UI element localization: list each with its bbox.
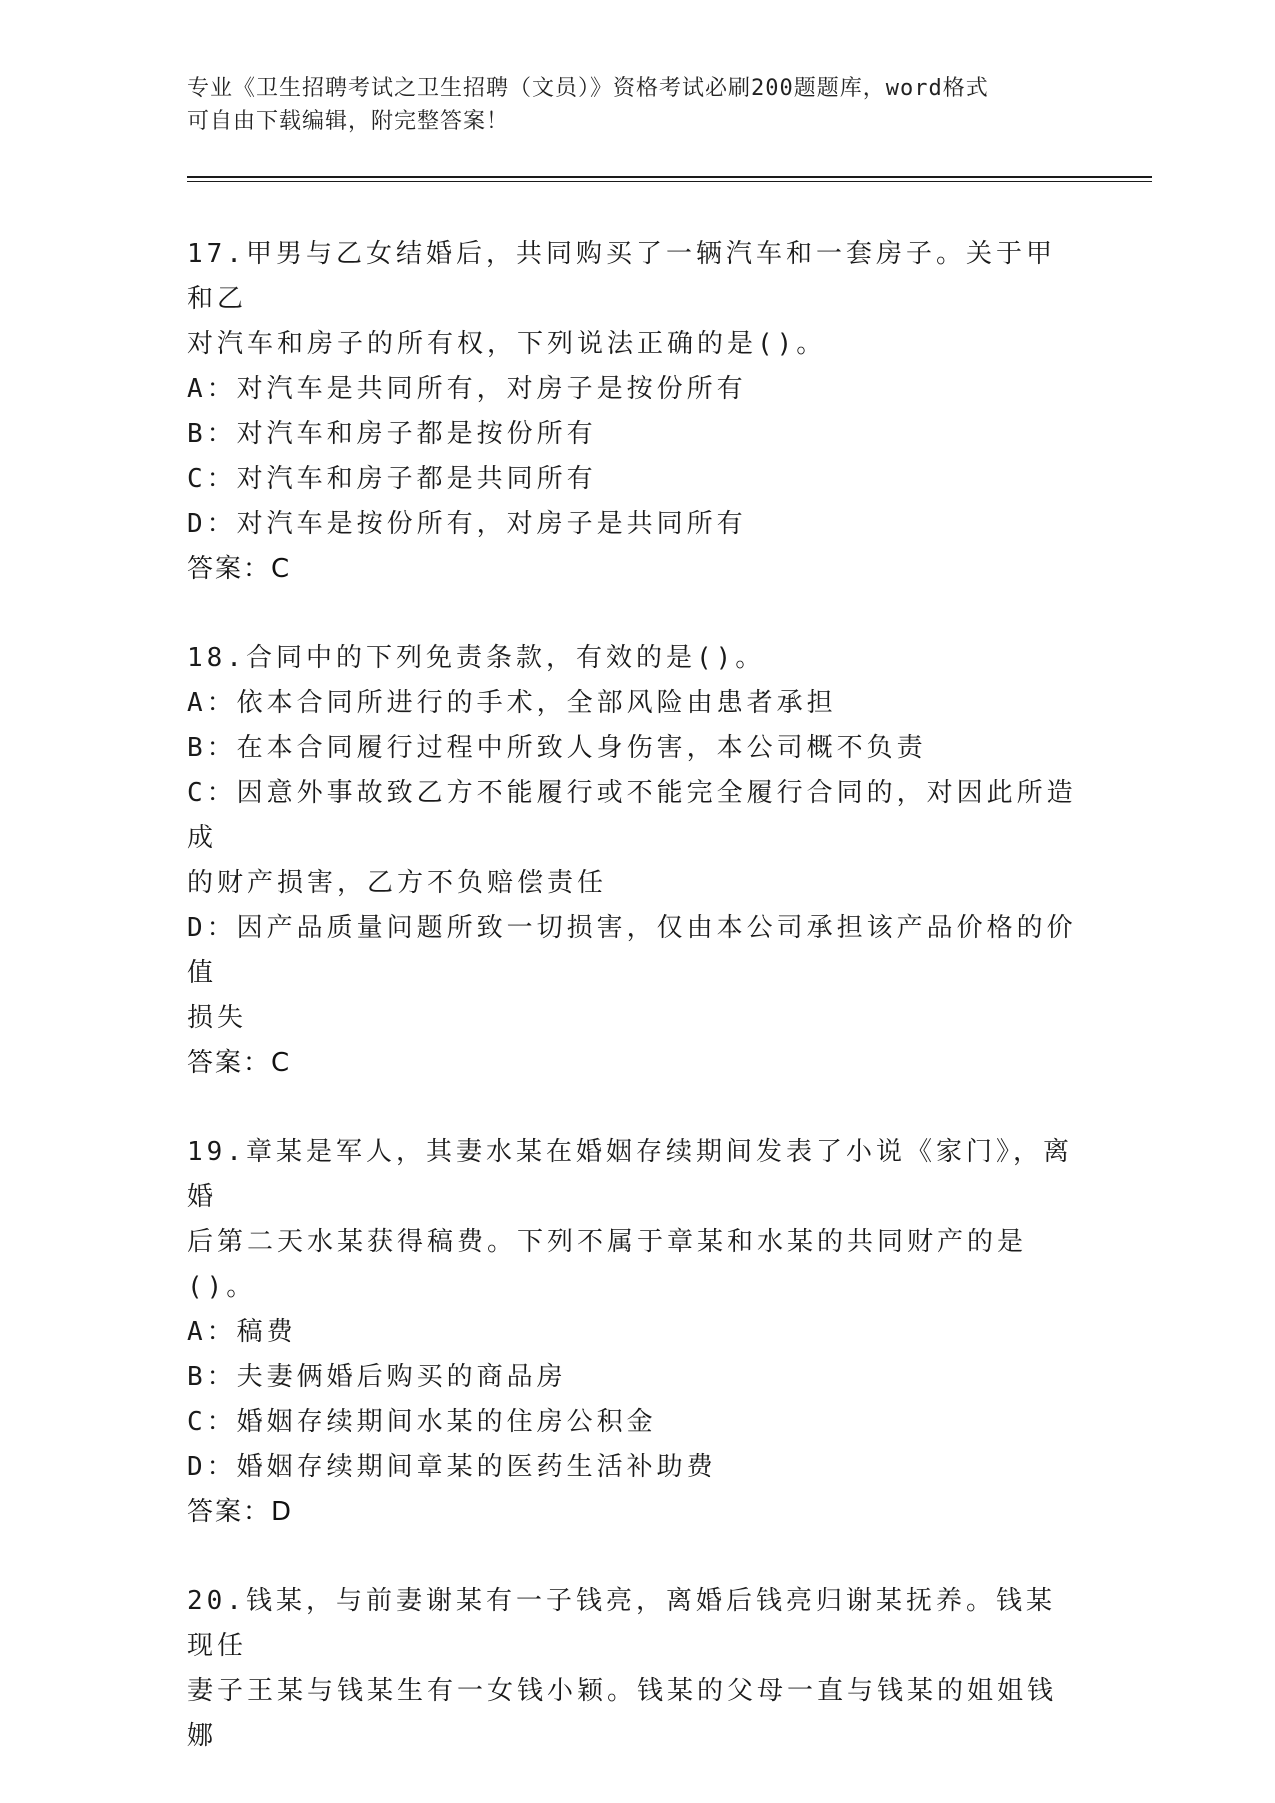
option-d: D：婚姻存续期间章某的医药生活补助费 [187, 1452, 717, 1482]
question-20 [187, 1579, 1077, 1759]
answer-label: 答案：C [187, 554, 292, 584]
option-b: B：对汽车和房子都是按份所有 [187, 419, 597, 449]
question-18 [187, 636, 1077, 1086]
option-c: C：对汽车和房子都是共同所有 [187, 464, 597, 494]
question-stem-line: 对汽车和房子的所有权，下列说法正确的是()。 [187, 329, 827, 359]
header-line-2: 可自由下载编辑，附完整答案！ [187, 109, 510, 134]
question-stem-line: 妻子王某与钱某生有一女钱小颖。钱某的父母一直与钱某的姐姐钱娜 [187, 1676, 1058, 1751]
option-b: B：在本合同履行过程中所致人身伤害，本公司概不负责 [187, 733, 927, 763]
question-stem-line: 20.钱某，与前妻谢某有一子钱亮，离婚后钱亮归谢某抚养。钱某现任 [187, 1586, 1056, 1661]
option-a: A：依本合同所进行的手术，全部风险由患者承担 [187, 688, 837, 718]
document-header [187, 72, 1067, 138]
option-d: D：对汽车是按份所有，对房子是共同所有 [187, 509, 747, 539]
header-line-1: 专业《卫生招聘考试之卫生招聘（文员）》资格考试必刷200题题库，word格式 [187, 76, 989, 101]
question-stem-line: 18.合同中的下列免责条款，有效的是()。 [187, 643, 766, 673]
option-c: C：因意外事故致乙方不能履行或不能完全履行合同的，对因此所造成 [187, 778, 1077, 853]
question-stem-line: 后第二天水某获得稿费。下列不属于章某和水某的共同财产的是()。 [187, 1227, 1028, 1302]
header-divider-thick [187, 176, 1152, 178]
option-a: A：稿费 [187, 1317, 297, 1347]
option-c: C：婚姻存续期间水某的住房公积金 [187, 1407, 657, 1437]
answer-label: 答案：D [187, 1497, 294, 1527]
question-19 [187, 1130, 1077, 1535]
option-d-continued: 损失 [187, 1003, 248, 1033]
question-stem-line: 19.章某是军人，其妻水某在婚姻存续期间发表了小说《家门》，离婚 [187, 1137, 1073, 1212]
question-list [187, 232, 1077, 1803]
option-c-continued: 的财产损害，乙方不负赔偿责任 [187, 868, 608, 898]
header-divider-thin [187, 181, 1152, 182]
option-d: D：因产品质量问题所致一切损害，仅由本公司承担该产品价格的价值 [187, 913, 1077, 988]
option-b: B：夫妻俩婚后购买的商品房 [187, 1362, 567, 1392]
question-stem-line: 17.甲男与乙女结婚后，共同购买了一辆汽车和一套房子。关于甲和乙 [187, 239, 1056, 314]
option-a: A：对汽车是共同所有，对房子是按份所有 [187, 374, 747, 404]
answer-label: 答案：C [187, 1048, 292, 1078]
question-17 [187, 232, 1077, 592]
